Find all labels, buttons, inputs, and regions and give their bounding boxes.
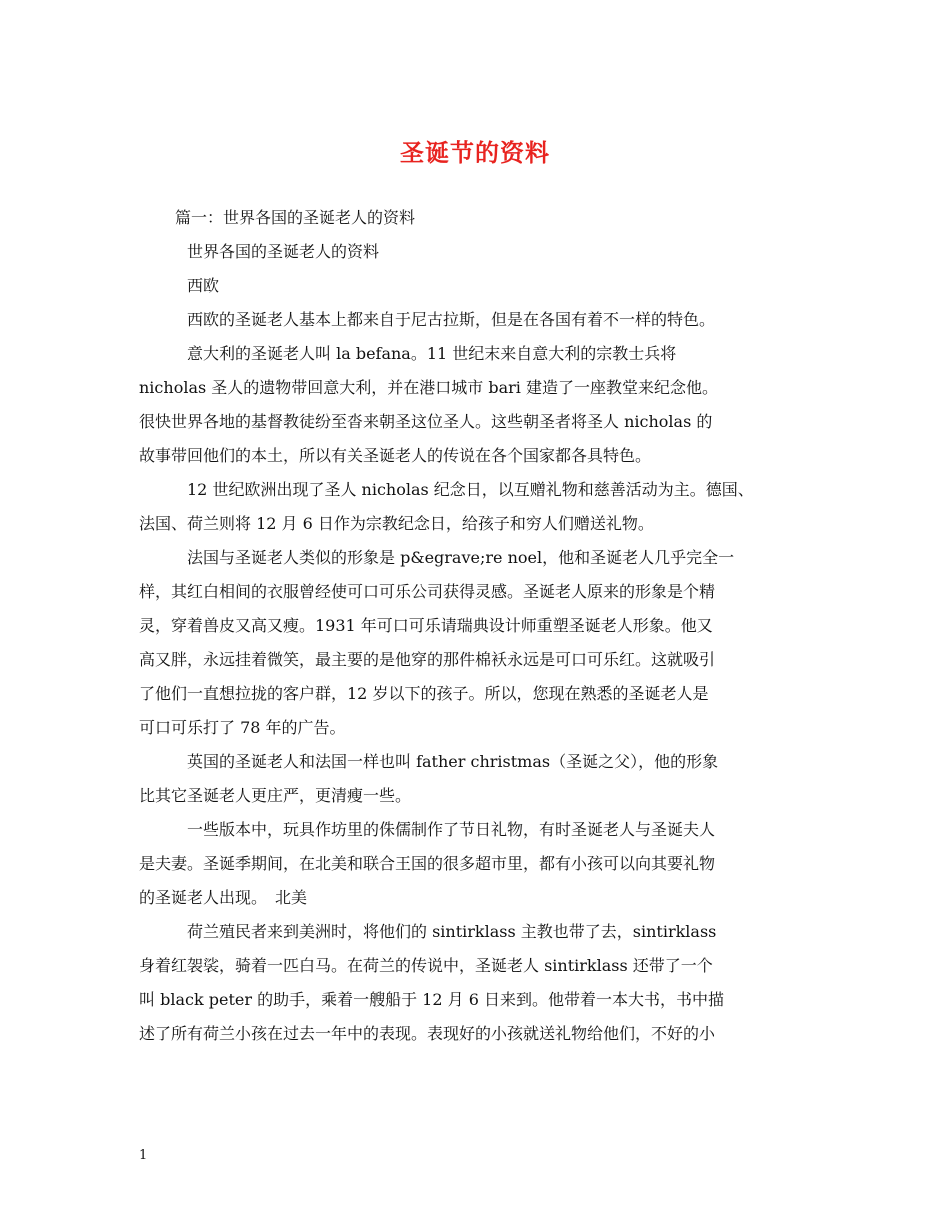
region-heading-western-europe: 西欧 (187, 276, 220, 295)
paragraph-line: 叫 black peter 的助手，乘着一艘船于 12 月 6 日来到。他带着一本大书，书中描 (139, 990, 724, 1009)
paragraph-line: 是夫妻。圣诞季期间，在北美和联合王国的很多超市里，都有小孩可以向其要礼物 (139, 854, 716, 873)
paragraph-line: 的圣诞老人出现。 北美 (139, 888, 308, 907)
paragraph-line: 述了所有荷兰小孩在过去一年中的表现。表现好的小孩就送礼物给他们，不好的小 (139, 1024, 716, 1043)
paragraph-line: 一些版本中，玩具作坊里的侏儒制作了节日礼物，有时圣诞老人与圣诞夫人 (187, 820, 716, 839)
paragraph-line: 可口可乐打了 78 年的广告。 (139, 718, 346, 737)
paragraph-line: 意大利的圣诞老人叫 la befana。11 世纪末来自意大利的宗教士兵将 (187, 344, 677, 363)
paragraph-line: 西欧的圣诞老人基本上都来自于尼古拉斯，但是在各国有着不一样的特色。 (187, 310, 716, 329)
heading-section-1: 篇一：世界各国的圣诞老人的资料 (175, 208, 416, 227)
paragraph-line: 灵，穿着兽皮又高又瘦。1931 年可口可乐请瑞典设计师重塑圣诞老人形象。他又 (139, 616, 713, 635)
paragraph-line: 很快世界各地的基督教徒纷至沓来朝圣这位圣人。这些朝圣者将圣人 nicholas 的 (139, 412, 713, 431)
paragraph-line: 英国的圣诞老人和法国一样也叫 father christmas（圣诞之父），他的形象 (187, 752, 719, 771)
paragraph-line: 12 世纪欧洲出现了圣人 nicholas 纪念日，以互赠礼物和慈善活动为主。德国、 (187, 480, 754, 499)
paragraph-line: 了他们一直想拉拢的客户群，12 岁以下的孩子。所以，您现在熟悉的圣诞老人是 (139, 684, 709, 703)
paragraph-line: nicholas 圣人的遗物带回意大利，并在港口城市 bari 建造了一座教堂来纪念他。 (139, 378, 718, 397)
paragraph-line: 法国、荷兰则将 12 月 6 日作为宗教纪念日，给孩子和穷人们赠送礼物。 (139, 514, 654, 533)
paragraph-line: 法国与圣诞老人类似的形象是 p&egrave;re noel，他和圣诞老人几乎完全一 (187, 548, 735, 567)
paragraph-line: 比其它圣诞老人更庄严，更清瘦一些。 (139, 786, 412, 805)
subheading: 世界各国的圣诞老人的资料 (187, 242, 380, 261)
document-title: 圣诞节的资料 (400, 138, 550, 167)
paragraph-line: 高又胖，永远挂着微笑，最主要的是他穿的那件棉袄永远是可口可乐红。这就吸引 (139, 650, 716, 669)
paragraph-line: 身着红袈裟，骑着一匹白马。在荷兰的传说中，圣诞老人 sintirklass 还带了一个 (139, 956, 713, 975)
paragraph-line: 样，其红白相间的衣服曾经使可口可乐公司获得灵感。圣诞老人原来的形象是个精 (139, 582, 716, 601)
paragraph-line: 故事带回他们的本土，所以有关圣诞老人的传说在各个国家都各具特色。 (139, 446, 652, 465)
page-number: 1 (139, 1148, 148, 1163)
paragraph-line: 荷兰殖民者来到美洲时，将他们的 sintirklass 主教也带了去，sintirklass (187, 922, 717, 941)
